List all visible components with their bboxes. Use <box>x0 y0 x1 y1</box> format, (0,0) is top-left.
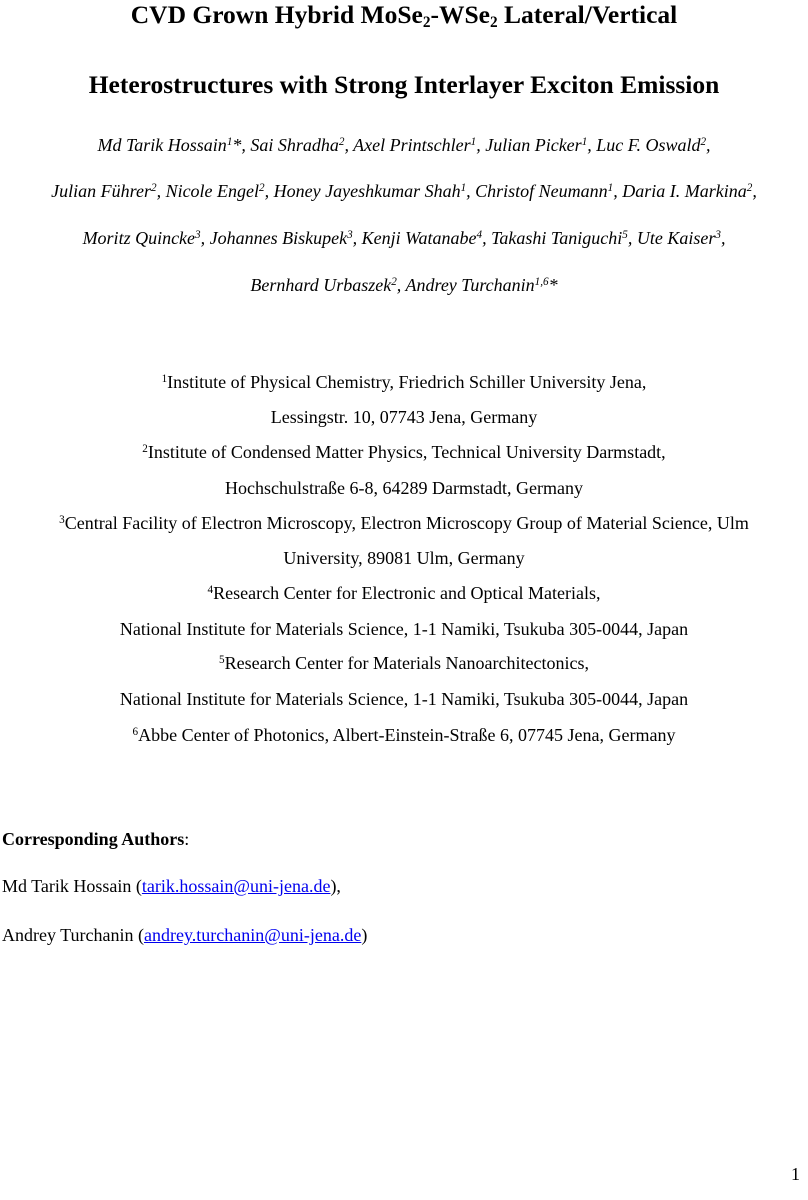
author <box>97 135 241 155</box>
author-line-1 <box>0 136 808 154</box>
author-separator: , <box>156 181 166 201</box>
affiliation-marker: 3 <box>715 228 721 241</box>
corresponding-author-1: Md Tarik Hossain (tarik.hossain@uni-jena.de), <box>2 876 341 896</box>
author-separator: , <box>613 181 623 201</box>
affiliation-marker: 5 <box>622 228 628 241</box>
author-separator: , <box>587 135 597 155</box>
affiliation-marker: 1 <box>460 181 467 194</box>
author <box>83 228 201 248</box>
affiliation-marker: 2 <box>746 181 753 194</box>
author <box>166 181 265 201</box>
affiliation-number: 3 <box>59 513 65 526</box>
affiliation-number: 6 <box>132 725 139 738</box>
author-line-4 <box>0 276 808 294</box>
author-separator: , <box>344 135 354 155</box>
affiliation-line: National Institute for Materials Science, 1-1 Namiki, Tsukuba 305-0044, Japan <box>119 619 689 639</box>
author-name: Ute Kaiser <box>636 228 716 248</box>
author <box>475 181 613 201</box>
author-name: Andrey Turchanin <box>405 275 535 295</box>
author-name: Bernhard Urbaszek <box>250 275 392 295</box>
author <box>51 181 156 201</box>
author-name: Luc F. Oswald <box>596 135 701 155</box>
affiliation-number: 5 <box>219 653 225 666</box>
author <box>274 181 467 201</box>
affiliation-line: $^2$Institute of Condensed Matter Physics, Technical University Darmstadt, <box>142 442 666 462</box>
author-separator: , <box>241 135 251 155</box>
corresponding-mark: * <box>232 135 242 155</box>
author-name: Honey Jayeshkumar Shah <box>273 181 461 201</box>
author <box>596 135 706 155</box>
author-separator: , <box>706 135 711 155</box>
author-name: Daria I. Markina <box>622 181 747 201</box>
title-subscript: 2 <box>422 13 431 31</box>
author-separator: , <box>482 228 492 248</box>
affiliation-number: 2 <box>142 442 148 455</box>
corresponding-author-2: Andrey Turchanin (andrey.turchanin@uni-jena.de) <box>2 925 368 945</box>
title-line-1: CVD Grown Hybrid MoSe$_2$-WSe$_2$ Lateral/Vertical <box>130 0 678 31</box>
affiliation-marker: 3 <box>195 228 201 241</box>
page-number: 1 <box>791 1164 800 1184</box>
author <box>210 228 353 248</box>
author <box>250 135 344 155</box>
affiliation-line: University, 89081 Ulm, Germany <box>283 548 525 568</box>
affiliation-line: National Institute for Materials Science, 1-1 Namiki, Tsukuba 305-0044, Japan <box>119 689 689 709</box>
author-separator: , <box>352 228 362 248</box>
author-separator: , <box>627 228 637 248</box>
affiliation-marker: 2 <box>700 135 707 148</box>
author-name: Julian Führer <box>51 181 151 201</box>
author <box>362 228 482 248</box>
author-name: Moritz Quincke <box>82 228 196 248</box>
author-name: Johannes Biskupek <box>209 228 348 248</box>
affiliation-marker: 3 <box>347 228 353 241</box>
author-name: Takashi Taniguchi <box>491 228 623 248</box>
affiliation-marker: 2 <box>338 135 345 148</box>
affiliation-marker: 1,6 <box>534 275 549 288</box>
author-separator: , <box>200 228 210 248</box>
affiliation-marker: 4 <box>476 228 483 241</box>
author <box>353 135 476 155</box>
affiliation-number: 4 <box>207 583 214 596</box>
affiliation-line: $^1$Institute of Physical Chemistry, Friedrich Schiller University Jena, <box>161 372 647 392</box>
affiliation-marker: 2 <box>259 181 265 194</box>
author <box>637 228 721 248</box>
affiliation-line: Hochschulstraße 6-8, 64289 Darmstadt, Germany <box>225 478 583 498</box>
author <box>485 135 587 155</box>
author-line-3 <box>0 229 808 247</box>
author-separator: , <box>752 181 757 201</box>
email-link[interactable]: tarik.hossain@uni-jena.de <box>141 876 331 896</box>
email-link[interactable]: andrey.turchanin@uni-jena.de <box>144 925 362 945</box>
author <box>622 181 752 201</box>
corresponding-authors-label: Corresponding Authors: <box>2 829 190 849</box>
author-separator: , <box>396 275 406 295</box>
affiliation-marker: 2 <box>150 181 157 194</box>
author-name: Julian Picker <box>485 135 582 155</box>
affiliation-marker: 1 <box>581 135 588 148</box>
author-separator: , <box>476 135 486 155</box>
author <box>491 228 628 248</box>
affiliation-marker: 1 <box>226 135 233 148</box>
author-line-2 <box>0 182 808 200</box>
author <box>250 275 396 295</box>
affiliation-line: $^3$Central Facility of Electron Microscopy, Electron Microscopy Group of Material Science, Ulm <box>59 513 749 533</box>
affiliation-marker: 1 <box>607 181 614 194</box>
author-separator: , <box>720 228 726 248</box>
author-separator: , <box>264 181 274 201</box>
affiliation-line: $^4$Research Center for Electronic and Optical Materials, <box>207 583 601 603</box>
author-name: Sai Shradha <box>250 135 339 155</box>
affiliation-number: 1 <box>161 372 168 385</box>
affiliation-line: $^5$Research Center for Materials Nanoarchitectonics, <box>219 653 589 673</box>
affiliation-marker: 2 <box>391 275 397 288</box>
affiliation-line: $^6$Abbe Center of Photonics, Albert-Einstein-Straße 6, 07745 Jena, Germany <box>132 725 676 745</box>
title-subscript: 2 <box>489 13 498 31</box>
affiliation-marker: 1 <box>470 135 477 148</box>
affiliation-line: Lessingstr. 10, 07743 Jena, Germany <box>270 407 538 427</box>
author-name: Christof Neumann <box>475 181 608 201</box>
author-name: Axel Printschler <box>353 135 471 155</box>
author-name: Kenji Watanabe <box>361 228 477 248</box>
title-line-2: Heterostructures with Strong Interlayer Exciton Emission <box>88 70 720 99</box>
corresponding-mark: * <box>548 275 558 295</box>
author-separator: , <box>466 181 476 201</box>
author-name: Md Tarik Hossain <box>97 135 227 155</box>
author <box>405 275 557 295</box>
author-name: Nicole Engel <box>165 181 260 201</box>
